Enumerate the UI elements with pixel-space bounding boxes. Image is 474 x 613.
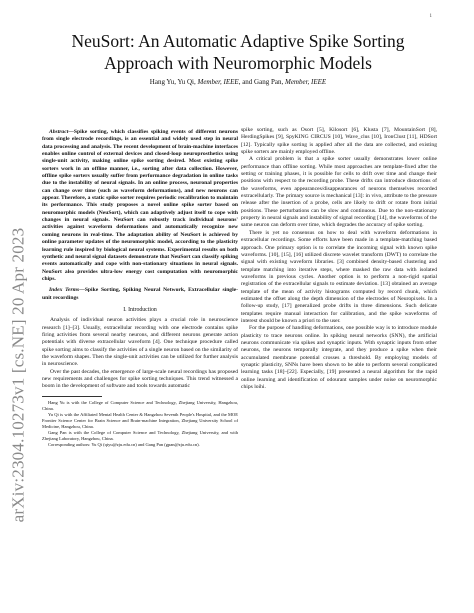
index-terms	[42, 287, 238, 302]
author-line	[40, 78, 436, 87]
footnote: Corresponding authors: Yu Qi (qiyu@zju.edu.cn) and Gang Pan (gpan@zju.edu.cn).	[48, 441, 200, 447]
index-terms-label: Index Terms	[49, 287, 80, 294]
page-number: 1	[429, 14, 432, 19]
footnote: Hang Yu is with the College of Computer Science and Technology, Zhejiang University, Hangzhou, China.	[42, 399, 238, 411]
author-membership: Member, IEEE	[197, 78, 239, 86]
abstract	[42, 129, 238, 283]
index-terms-text: —Spike Sorting, Spiking Neural Network, Extracellular single-unit recordings	[42, 287, 238, 301]
section-heading: I. Introduction	[123, 306, 157, 313]
title-block	[40, 30, 436, 87]
footnote: Gang Pan is with the College of Computer Science and Technology, Zhejiang University, and with Zhejiang Laboratory, Hangzhou, China.	[42, 429, 238, 441]
body-paragraph: For the purpose of handling deformations, one possible way is to introduce module plasticity to trace neurons online. In spiking neural networks (SNN), the artificial neurons communicate via spikes and synaptic inputs. With synaptic inputs from other neurons, the neurons temporally integrate, and they produce a spike when their accumulated membrane potential crosses a threshold. By employing models of synaptic plasticity, SNNs have been shown to be able to perform several complicated learning tasks [18]–[22]. Especially, [19] presented a neural algorithm for the rapid online learning and identification of odourant samples under noise on neuromorphic chips loihi.	[241, 325, 437, 391]
abstract-label: Abstract	[49, 129, 69, 135]
abstract-text: —Spike sorting, which classifies spiking events of different neurons from single electrode recordings, is an essential and widely used step in neural data processing and analysis. The recent development of brain-machine interfaces enables online control of external devices and closed-loop neuroprosthetics using single-unit activity, making online spike sorting desired. Most existing spike sorters work in an offline manner, i.e., sorting after data collection. However, offline spike sorters usually suffer from performance degradation in online tasks due to the instability of neural signals. In an online process, neuronal properties can change over time (such as waveform deformations), and new neurons can appear. Therefore, a static spike sorter requires periodic recalibration to maintain its performance. This study proposes a novel online spike sorter based on neuromorphic models (NeuSort), which can adaptively adjust itself to cope with changes in neural signals. NeuSort can robustly track individual neurons' activities against waveform deformations and automatically recognize new coming neurons in real-time. The adaptation ability of NeuSort is achieved by online parameter updates of the neuromorphic model, according to the plasticity learning rule inspired by biological neural systems. Experimental results on both synthetic and neural signal datasets demonstrate that NeuSort can classify spiking events automatically and cope with non-stationary situations in neural signals. NeuSort also provides ultra-low energy cost computation with neuromorphic chips.	[42, 129, 238, 282]
footnote-divider	[42, 396, 102, 397]
author-names: Hang Yu, Yu Qi,	[149, 78, 198, 86]
arxiv-identifier-text: arXiv:2304.10273v1 [cs.NE] 20 Apr 2023	[8, 227, 27, 523]
paper-title: NeuSort: An Automatic Adaptive Spike Sorting Approach with Neuromorphic Models	[71, 31, 405, 73]
left-column	[42, 129, 238, 448]
body-paragraph: spike sorting, such as Osort [5], Kilosort [6], Klusta [7], MountainSort [8], HerdingSpikes [9], SpyKING CIRCUS [10], Wave_clus [10], IronClust [11], HDSort [12]. Typically spike sorting is applied after all the data are collected, and existing spike sorters are mainly employed offline.	[241, 127, 437, 156]
author-membership-2: Member, IEEE	[284, 78, 327, 86]
body-paragraph: Analysis of individual neuron activities plays a crucial role in neuroscience research [1]–[3]. Usually, extracellular recording with one electrode contains spike firing activities from several nearby neurons, and different neurons generate action potentials with diverse extracellular waveform [4]. One technique procedure called spike sorting aims to classify the activities of a single neuron based on the similarity of the waveform shapes. Then the single-unit activities can be utilized for further analysis in neuroscience.	[42, 317, 238, 368]
right-column	[241, 127, 437, 391]
footnote: Yu Qi is with the Affiliated Mental Health Center & Hangzhou Seventh People's Hospital, and the MOE Frontier Science Center for Brain Science and Brain-machine Integration, Zhejiang University School of Medicine, Hangzhou, China.	[42, 411, 238, 429]
body-paragraph: Over the past decades, the emergence of large-scale neural recordings has proposed new requirements and challenges for spike sorting techniques. This trend witnessed a boom in the development of software and tools towards automatic	[42, 368, 238, 390]
body-paragraph: There is yet no consensus on how to deal with waveform deformations in extracellular recordings. Some efforts have been made in a template-matching based approach. One primary option is to correlate the incoming signal with known spike waveforms. [10], [15], [16] utilized discrete wavelet transform (DWT) to correlate the signal with existing waveform libraries. [3] combined density-based clustering and template matching into iterative steps, where masked the raw data with isolated waveforms in previous cycles. Another option is to perform a non-rigid spatial registration of the extracellular signals to estimate deviation. [13] obtained an average template of the mean of activity histograms computed by record chunk, which estimated the offset along the depth dimension of the electrodes of Neuropixels. In a follow-up study, [17] generalized probe drifts in three dimensions. Such delicate templates require manual interaction for calibration, and the spike waveforms of interest should be known a priori to the user.	[241, 229, 437, 324]
arxiv-identifier	[6, 140, 30, 610]
body-paragraph: A critical problem is that a spike sorter usually demonstrates lower online performance than offline sorting. While most approaches are template-fixed after the setting or training phases, it is possible for cells to drift over time and change their positions with respect to the recording probe. These drifts can introduce distortions of the waveforms, even appearances/disappearances of neurons themselves recorded extracellularly. The primary source is mechanical [13]: in vivo, attribute to the pressure release after the insertion of a probe, cells are likely to drift or rotate from initial positions. These perturbations can be slow and continuous. Due to the non-stationary property in neural signals and instability of signal recording [14], the waveforms of the same neuron can deform over time, which degrades the accuracy of spike sorting.	[241, 156, 437, 229]
author-names-continued: , and Gang Pan,	[238, 78, 285, 86]
